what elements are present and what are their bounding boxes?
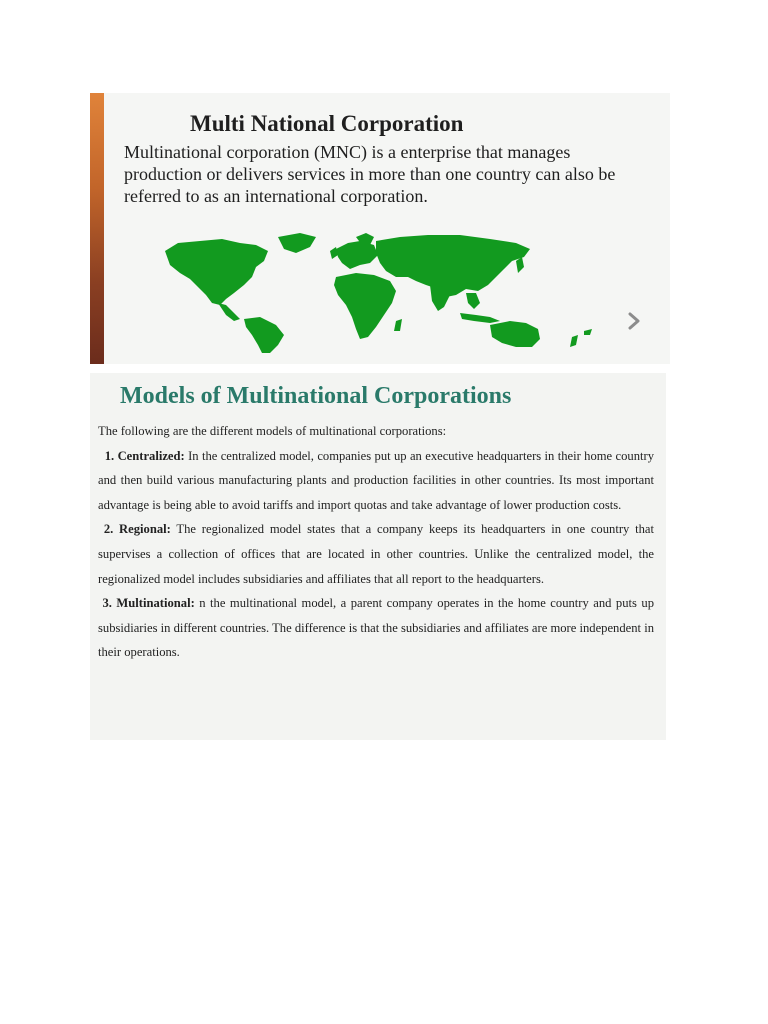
models-intro: The following are the different models of multinational corporations: [98, 424, 447, 438]
model-label: 2. Regional: [103, 522, 171, 537]
world-map-icon [160, 233, 630, 353]
mnc-slide [90, 93, 670, 364]
model-label: 3. Multinational: [102, 596, 195, 611]
slide-title: Multi National Corporation [190, 111, 464, 136]
model-item-multinational [98, 591, 654, 665]
accent-bar [90, 93, 104, 364]
slide-description: Multinational corporation (MNC) is a enterprise that manages production or delivers services in more than one country can also be referred to as an international corporation. [124, 142, 616, 206]
models-body [98, 419, 654, 665]
models-title: Models of Multinational Corporations [120, 383, 512, 409]
model-item-centralized [98, 444, 654, 518]
model-text: In the centralized model, companies put up an executive headquarters in their home country and then build various manufacturing plants and production facilities in other countries. Its most important advantage is being able to avoid tariffs and import quotas and take advantage of lower production costs. [98, 448, 654, 512]
model-label: 1. Centralized: [104, 448, 185, 463]
model-item-regional [98, 517, 654, 591]
models-slide [90, 373, 666, 740]
chevron-right-icon[interactable] [624, 311, 644, 331]
model-text: n the multinational model, a parent company operates in the home country and puts up subsidiaries in different countries. The difference is that the subsidiaries and affiliates are more independent in their operations. [98, 596, 654, 660]
model-text: The regionalized model states that a company keeps its headquarters in one country that supervises a collection of offices that are located in other countries. Unlike the centralized model, the regionalized model includes subsidiaries and affiliates that all report to the headquarters. [98, 522, 654, 586]
